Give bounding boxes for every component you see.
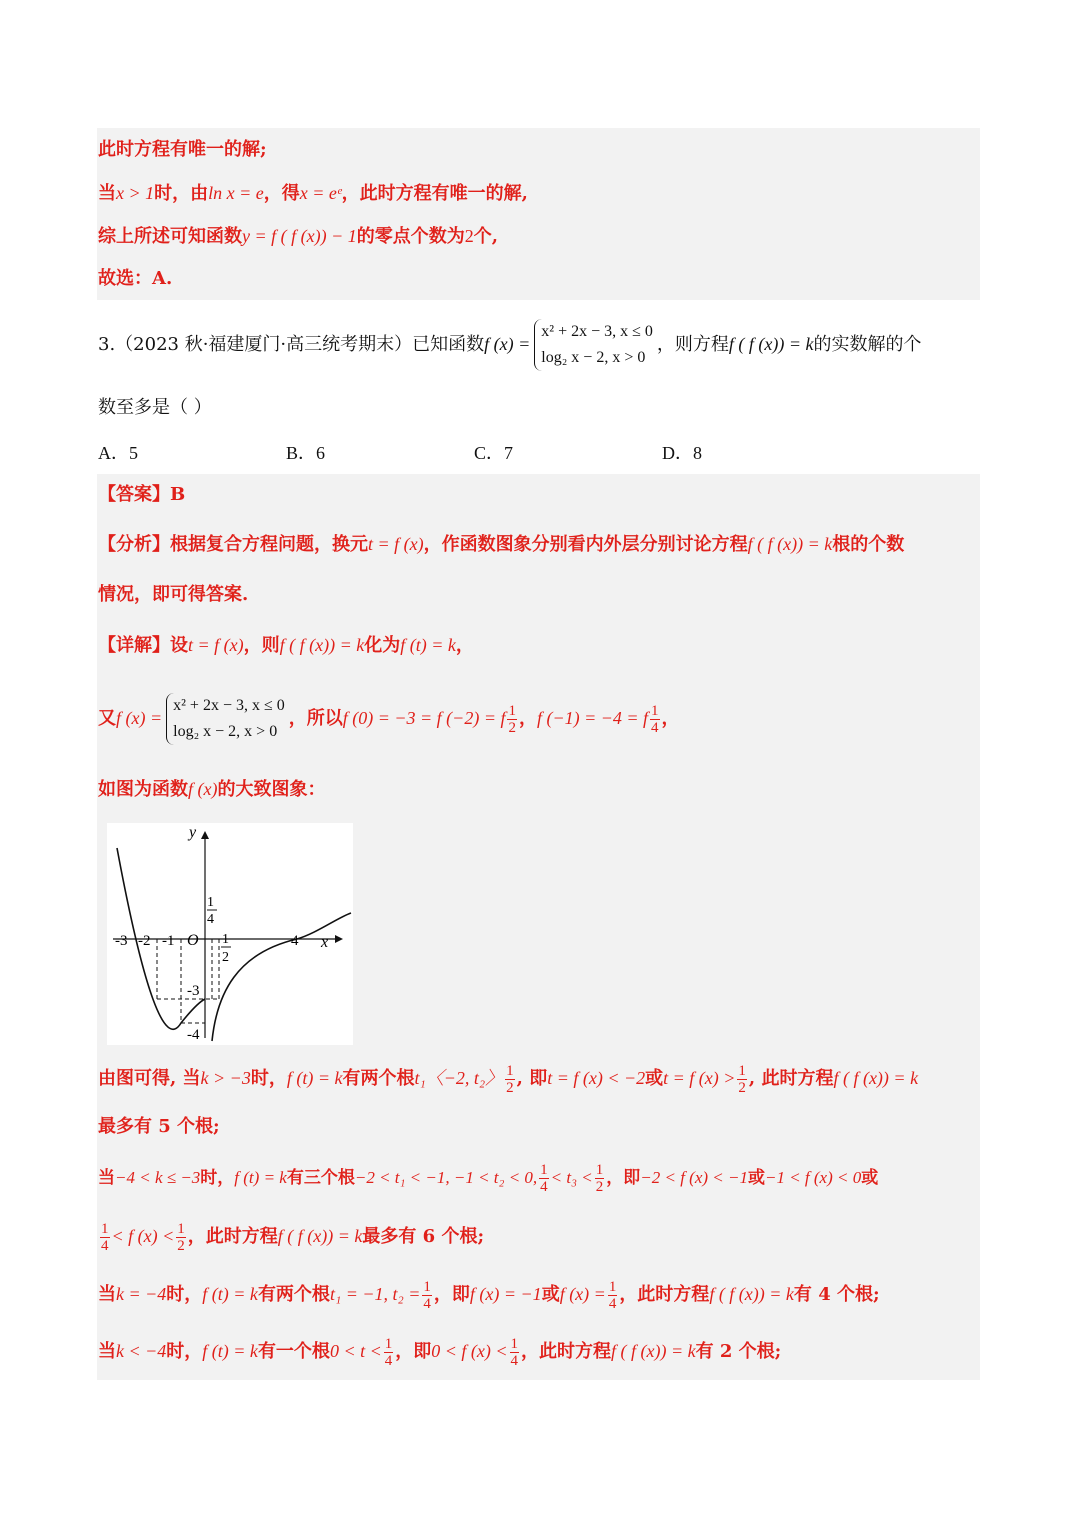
analysis-line-2: 情况，即可得答案. bbox=[98, 584, 249, 605]
analysis-line-1: 【分析】根据复合方程问题，换元t = f (x)，作函数图象分别看内外层分别讨论方程f ( f (x)) = k根的个数 bbox=[98, 534, 905, 555]
case-d-line: 当k < −4时，f (t) = k有一个根0 < t < $\frac{1}{4}$ ，即0 < f (x) < $\frac{1}{4}$ ，此时方程f ( f (x)) = k有 2 个根; bbox=[98, 1335, 782, 1369]
x-axis-label: x bbox=[321, 934, 329, 951]
graph-intro: 如图为函数f (x)的大致图象： bbox=[98, 779, 326, 800]
piecewise-function-repeat: x² + 2x − 3, x ≤ 0 log₂ x − 2, x > 0 bbox=[166, 693, 285, 745]
x-tick--1: -1 bbox=[162, 933, 175, 949]
top-line-2: 当x > 1时，由ln x = e，得x = eᵉ，此时方程有唯一的解, bbox=[98, 183, 528, 204]
case-a-line-1: 由图可得, 当k > −3时，f (t) = k有两个根t₁〈−2, t₂〉 $\frac{1}{2}$ , 即t = f (x) < −2或t = f (x) > $\frac{1}{2}$ , 此时方程f ( f (x)) = k bbox=[98, 1062, 919, 1096]
case-b-line-1: 当−4 < k ≤ −3时，f (t) = k有三个根−2 < t₁ < −1, −1 < t₂ < 0, $\frac{1}{4}$ < t₃ < $\frac{1}{2}$ ，即−2 < f (x) < −1或−1 < f (x) < 0或 bbox=[98, 1162, 879, 1195]
top-line-3: 综上所述可知函数y = f ( f (x)) − 1的零点个数为2个, bbox=[98, 226, 499, 247]
case-c-line: 当k = −4时，f (t) = k有两个根t₁ = −1, t₂ = $\frac{1}{4}$ ，即f (x) = −1或f (x) = $\frac{1}{4}$ ，此时方程f ( f (x)) = k有 4 个根; bbox=[98, 1278, 880, 1312]
function-graph bbox=[107, 823, 353, 1045]
y-frac-den: 4 bbox=[207, 912, 214, 927]
option-b: B．6 bbox=[286, 443, 326, 463]
question-line-2: 数至多是（ ） bbox=[98, 397, 212, 418]
detail-line-1: 【详解】设t = f (x)，则f ( f (x)) = k化为f (t) = k， bbox=[98, 635, 474, 656]
answer-line: 【答案】B bbox=[98, 484, 186, 505]
option-c: C．7 bbox=[474, 443, 514, 463]
y-axis-label: y bbox=[189, 824, 197, 841]
top-line-1: 此时方程有唯一的解; bbox=[98, 139, 267, 160]
option-d: D．8 bbox=[662, 443, 702, 463]
x-frac-den: 2 bbox=[222, 950, 229, 965]
top-line-4: 故选：A. bbox=[98, 268, 173, 289]
y-tick--4: -4 bbox=[187, 1027, 200, 1043]
case-b-line-2: $\frac{1}{4}$ < f (x) < $\frac{1}{2}$ ，此时方程f ( f (x)) = k最多有 6 个根; bbox=[101, 1220, 485, 1254]
case-a-line-2: 最多有 5 个根; bbox=[98, 1116, 220, 1137]
x-tick--3: -3 bbox=[115, 933, 128, 949]
question-line-1: 3.（2023 秋·福建厦门·高三统考期末）已知函数f (x) = x² + 2x − 3, x ≤ 0 log₂ x − 2, x > 0 ，则方程f ( f (x)) = k的实数解的个 bbox=[98, 318, 922, 371]
piecewise-function: x² + 2x − 3, x ≤ 0 log₂ x − 2, x > 0 bbox=[534, 319, 653, 371]
x-tick--2: -2 bbox=[138, 933, 151, 949]
y-tick--3: -3 bbox=[187, 983, 200, 999]
x-frac-num: 1 bbox=[222, 932, 229, 947]
option-a: A．5 bbox=[98, 443, 138, 463]
detail-line-2: 又f (x) = x² + 2x − 3, x ≤ 0 log₂ x − 2, x > 0 ，所以f (0) = −3 = f (−2) = f $\frac{1}{2}$ ，f (−1) = −4 = f $\frac{1}{4}$ ， bbox=[98, 692, 680, 745]
y-frac-num: 1 bbox=[207, 895, 214, 910]
x-tick-4: 4 bbox=[291, 933, 299, 949]
origin-label: O bbox=[187, 932, 199, 949]
